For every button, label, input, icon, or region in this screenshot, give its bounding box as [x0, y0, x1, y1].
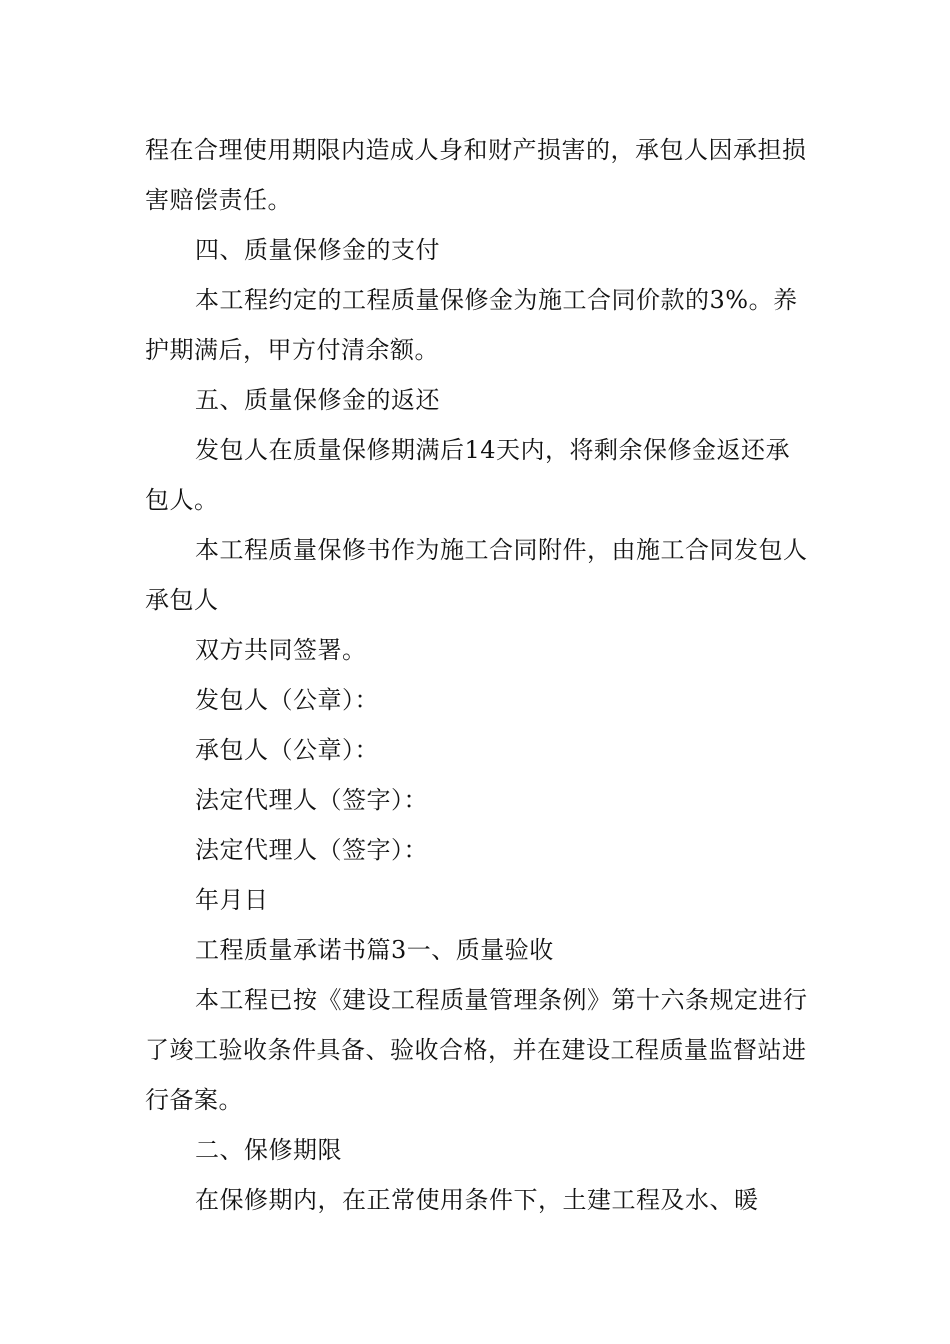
heading-quality-deposit-return: 五、质量保修金的返还	[195, 386, 440, 414]
paragraph-joint-signing: 双方共同签署。	[195, 636, 367, 664]
paragraph-deposit-amount: 本工程约定的工程质量保修金为施工合同价款的3%。养护期满后，甲方付清余额。	[145, 286, 798, 364]
paragraph-warranty-attachment: 本工程质量保修书作为施工合同附件，由施工合同发包人承包人	[145, 536, 808, 614]
signature-date: 年月日	[195, 886, 269, 914]
heading-warranty-period: 二、保修期限	[195, 1136, 342, 1164]
document-body	[145, 125, 810, 1225]
signature-employer-seal: 发包人（公章）：	[195, 686, 379, 714]
signature-legal-rep-1: 法定代理人（签字）：	[195, 786, 428, 814]
heading-quality-deposit-payment: 四、质量保修金的支付	[195, 236, 440, 264]
heading-commitment-part3: 工程质量承诺书篇3一、质量验收	[195, 936, 554, 964]
paragraph-warranty-period: 在保修期内，在正常使用条件下，土建工程及水、暖	[195, 1186, 759, 1214]
paragraph-1: 程在合理使用期限内造成人身和财产损害的，承包人因承担损害赔偿责任。	[145, 136, 807, 214]
signature-legal-rep-2: 法定代理人（签字）：	[195, 836, 428, 864]
paragraph-acceptance: 本工程已按《建设工程质量管理条例》第十六条规定进行了竣工验收条件具备、验收合格，并在建设工程质量监督站进行备案。	[145, 986, 808, 1114]
paragraph-deposit-return: 发包人在质量保修期满后14天内，将剩余保修金返还承包人。	[145, 436, 791, 514]
signature-contractor-seal: 承包人（公章）：	[195, 736, 379, 764]
